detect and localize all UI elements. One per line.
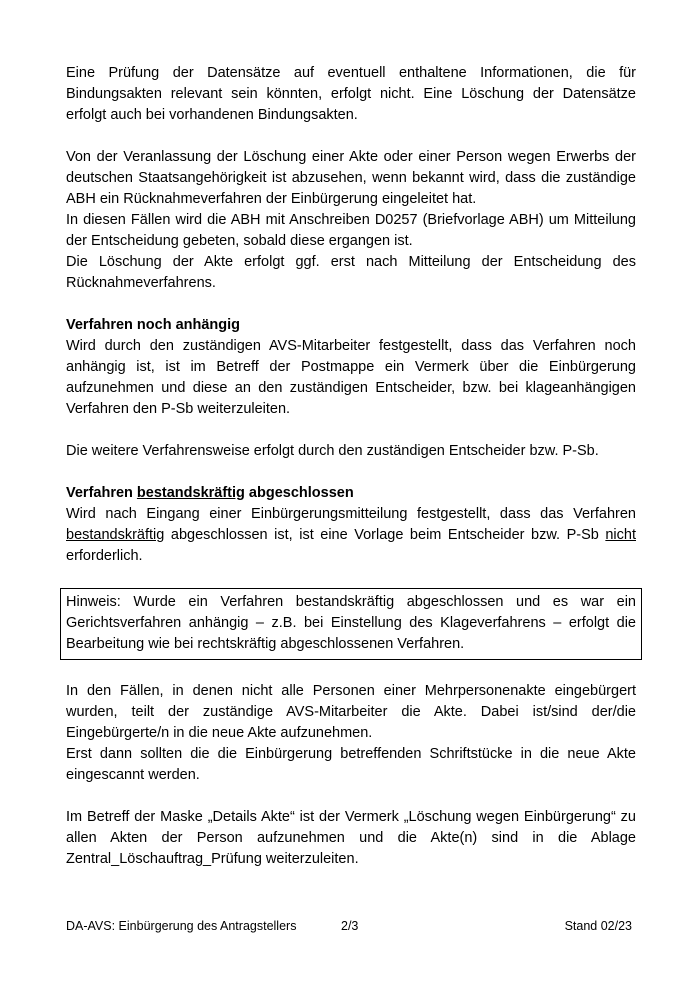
paragraph-schriftstuecke-einscannen: Erst dann sollten die die Einbürgerung betreffenden Schriftstücke in die neue Akte eingescannt werden. bbox=[66, 746, 636, 783]
spacer bbox=[66, 660, 636, 681]
page-footer bbox=[66, 917, 632, 935]
paragraph-weitere-verfahrensweise: Die weitere Verfahrensweise erfolgt durch den zuständigen Entscheider bzw. P-Sb. bbox=[66, 443, 599, 459]
footer-version: Stand 02/23 bbox=[564, 919, 632, 933]
document-body bbox=[66, 63, 636, 870]
underlined-term: bestandskräftig bbox=[66, 527, 165, 543]
heading-verfahren-anhaengig: Verfahren noch anhängig bbox=[66, 317, 241, 333]
paragraph-abh-anschreiben: In diesen Fällen wird die ABH mit Anschreiben D0257 (Briefvorlage ABH) um Mitteilung der Entscheidung gebeten, sobald diese ergangen ist. bbox=[66, 212, 636, 249]
paragraph-loeschung-absehen: Von der Veranlassung der Löschung einer Akte oder einer Person wegen Erwerbs der deutschen Staatsangehörigkeit ist abzusehen, wenn bekannt wird, dass die zuständige ABH ein Rücknahmeverfahren der Einbürgerung eingeleitet hat. bbox=[66, 149, 636, 207]
paragraph-mehrpersonenakte: In den Fällen, in denen nicht alle Personen einer Mehrpersonenakte eingebürgert wurden, teilt der zuständige AVS-Mitarbeiter die Akte. Dabei ist/sind der/die Eingebürgerte/n in die neue Akte aufzunehmen. bbox=[66, 683, 636, 741]
spacer bbox=[66, 294, 636, 315]
hinweis-text: Hinweis: Wurde ein Verfahren bestandskräftig abgeschlossen und es war ein Gerichtsverfahren anhängig – z.B. bei Einstellung des Klageverfahrens – erfolgt die Bearbeitung wie bei rechtskräftig abgeschlossenen Verfahren. bbox=[66, 594, 636, 652]
spacer bbox=[66, 126, 636, 147]
paragraph-datensaetze-pruefung: Eine Prüfung der Datensätze auf eventuell enthaltene Informationen, die für Bindungsakten relevant sein könnten, erfolgt nicht. Eine Löschung der Datensätze erfolgt auch bei vorhandenen Bindungsakten. bbox=[66, 65, 636, 123]
footer-page-number: 2/3 bbox=[341, 919, 359, 933]
paragraph-betreff-maske: Im Betreff der Maske „Details Akte“ ist der Vermerk „Löschung wegen Einbürgerung“ zu allen Akten der Person aufzunehmen und die Akte(n) sind in die Ablage Zentral_Löschauftrag_Prüfung weiterzuleiten. bbox=[66, 809, 636, 867]
footer-document-title: DA-AVS: Einbürgerung des Antragstellers bbox=[66, 919, 297, 933]
underlined-term: bestandskräftig bbox=[136, 485, 245, 501]
spacer bbox=[66, 462, 636, 483]
spacer bbox=[66, 567, 636, 588]
paragraph-verfahren-anhaengig: Wird durch den zuständigen AVS-Mitarbeiter festgestellt, dass das Verfahren noch anhängig ist, ist im Betreff der Postmappe ein Vermerk über die Einbürgerung aufzunehmen und diese an den zuständigen Entscheider, bzw. bei klageanhängigen Verfahren den P-Sb weiterzuleiten. bbox=[66, 338, 636, 417]
hinweis-box bbox=[60, 588, 642, 660]
paragraph-verfahren-bestandskraeftig: Wird nach Eingang einer Einbürgerungsmitteilung festgestellt, dass das Verfahren bestandskräftig abgeschlossen ist, ist eine Vorlage beim Entscheider bzw. P-Sb nicht erforderlich. bbox=[66, 506, 636, 564]
spacer bbox=[66, 786, 636, 807]
underlined-term: nicht bbox=[605, 527, 636, 543]
spacer bbox=[66, 420, 636, 441]
heading-verfahren-bestandskraeftig: Verfahren bestandskräftig abgeschlossen bbox=[66, 485, 354, 501]
paragraph-loeschung-nach-mitteilung: Die Löschung der Akte erfolgt ggf. erst nach Mitteilung der Entscheidung des Rücknahmeverfahrens. bbox=[66, 254, 636, 291]
